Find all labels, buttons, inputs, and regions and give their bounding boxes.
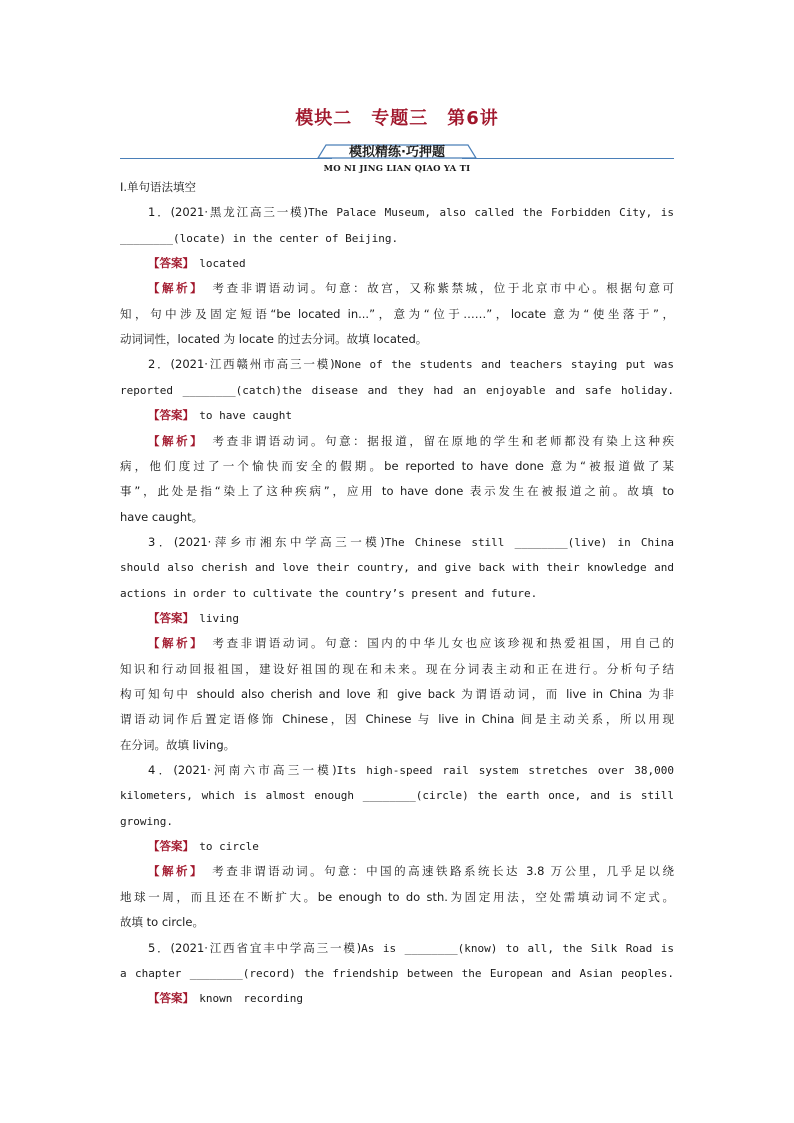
text-line <box>120 912 674 932</box>
text-line <box>120 253 674 273</box>
text-line <box>120 583 674 603</box>
text-line <box>120 354 674 374</box>
text-segment: located <box>188 257 246 270</box>
text-segment: 事”，此处是指“染上了这种疾病”，应用 to have done 表示发生在被报道之前。故填 to <box>120 484 674 498</box>
text-segment: 谓语动词作后置定语修饰 Chinese，因 Chinese 与 live in China 间是主动关系，所以用现 <box>120 712 674 726</box>
text-line <box>120 709 674 729</box>
text-line <box>120 431 674 451</box>
text-segment: 5．(2021·江西省宜丰中学高三一模) <box>148 941 362 955</box>
text-segment: 1．(2021·黑龙江高三一模) <box>148 205 308 219</box>
text-segment: 地球一周，而且还在不断扩大。be enough to do sth.为固定用法，空处需填动词不定式。 <box>120 890 674 904</box>
text-line <box>120 887 674 907</box>
text-segment: Ⅰ.单句语法填空 <box>120 180 197 194</box>
text-line <box>120 177 674 197</box>
banner-title: 模拟精练·巧押题 <box>349 145 445 160</box>
text-line <box>120 329 674 349</box>
text-segment: 故填 to circle。 <box>120 915 204 929</box>
text-segment: 动词词性，located 为 locate 的过去分词。故填 located。 <box>120 332 428 346</box>
text-segment: 在分词。故填 living。 <box>120 738 236 752</box>
text-line <box>120 963 674 983</box>
text-line <box>120 557 674 577</box>
banner-pinyin: MO NI JING LIAN QIAO YA TI <box>323 164 471 174</box>
text-line <box>120 507 674 527</box>
answer-label: 【解析】 <box>148 434 199 448</box>
text-segment: 3．(2021·萍乡市湘东中学高三一模) <box>148 535 385 549</box>
text-segment: 考查非谓语动词。句意：中国的高速铁路系统长达 3.8 万公里，几乎足以绕 <box>198 864 674 878</box>
text-segment: 知识和行动回报祖国，建设好祖国的现在和未来。现在分词表主动和正在进行。分析句子结 <box>120 662 674 676</box>
answer-label: 【解析】 <box>148 281 199 295</box>
answer-label: 【答案】 <box>148 408 189 422</box>
text-line <box>120 278 674 298</box>
text-segment: The Palace Museum, also called the Forbidden City, is <box>307 206 674 219</box>
banner-rule-left <box>120 158 332 159</box>
text-segment: 考查非谓语动词。句意：据报道，留在原地的学生和老师都没有染上这种疾 <box>198 434 674 448</box>
text-segment: 病，他们度过了一个愉快而安全的假期。be reported to have done 意为“被报道做了某 <box>120 459 674 473</box>
text-segment: to have caught <box>188 409 292 422</box>
text-segment: to circle <box>188 840 259 853</box>
text-segment: a chapter ________(record) the friendship between the European and Asian peoples. <box>120 967 674 980</box>
answer-label: 【解析】 <box>148 636 199 650</box>
text-line <box>120 456 674 476</box>
text-segment: Its high-speed rail system stretches over 38,000 <box>336 764 674 777</box>
text-segment: 知，句中涉及固定短语“be located in...”，意为“位于……”，locate 意为“使坐落于”， <box>120 307 674 321</box>
text-segment: 考查非谓语动词。句意：故宫，又称紫禁城，位于北京市中心。根据句意可 <box>198 281 674 295</box>
text-segment: should also cherish and love their country, and give back with their knowledge and <box>120 561 674 574</box>
text-segment: None of the students and teachers staying put was <box>334 358 674 371</box>
answer-label: 【解析】 <box>148 864 199 878</box>
text-line <box>120 684 674 704</box>
text-segment: ________(locate) in the center of Beijing. <box>120 232 399 245</box>
text-segment: 4．(2021·河南六市高三一模) <box>148 763 337 777</box>
text-line <box>120 304 674 324</box>
text-segment: As is ________(know) to all, the Silk Road is <box>361 942 674 955</box>
text-line <box>120 988 674 1008</box>
text-segment: living <box>188 612 239 625</box>
text-segment: have caught。 <box>120 510 204 524</box>
text-segment: 构可知句中 should also cherish and love 和 give back 为谓语动词，而 live in China 为非 <box>120 687 674 701</box>
answer-label: 【答案】 <box>148 991 189 1005</box>
text-line <box>120 228 674 248</box>
answer-label: 【答案】 <box>148 611 189 625</box>
text-line <box>120 785 674 805</box>
section-banner <box>120 144 674 178</box>
text-line <box>120 836 674 856</box>
text-segment: growing. <box>120 815 173 828</box>
answer-label: 【答案】 <box>148 256 189 270</box>
text-line <box>120 633 674 653</box>
text-line <box>120 405 674 425</box>
text-line <box>120 659 674 679</box>
text-segment: kilometers, which is almost enough ________(circle) the earth once, and is still <box>120 789 674 802</box>
text-line <box>120 380 674 400</box>
text-segment: actions in order to cultivate the country’s present and future. <box>120 587 538 600</box>
text-segment: The Chinese still ________(live) in China <box>384 536 674 549</box>
text-segment: 考查非谓语动词。句意：国内的中华儿女也应该珍视和热爱祖国，用自己的 <box>198 636 674 650</box>
page-title: 模块二 专题三 第6讲 <box>295 108 499 129</box>
text-line <box>120 938 674 958</box>
text-line <box>120 481 674 501</box>
text-segment: known recording <box>188 992 303 1005</box>
text-line <box>120 811 674 831</box>
banner-rule-right <box>462 158 674 159</box>
text-line <box>120 760 674 780</box>
text-line <box>120 532 674 552</box>
text-segment: 2．(2021·江西赣州市高三一模) <box>148 357 335 371</box>
answer-label: 【答案】 <box>148 839 189 853</box>
text-line <box>120 608 674 628</box>
text-line <box>120 202 674 222</box>
text-line <box>120 735 674 755</box>
text-segment: reported ________(catch)the disease and they had an enjoyable and safe holiday. <box>120 384 674 397</box>
text-line <box>120 861 674 881</box>
